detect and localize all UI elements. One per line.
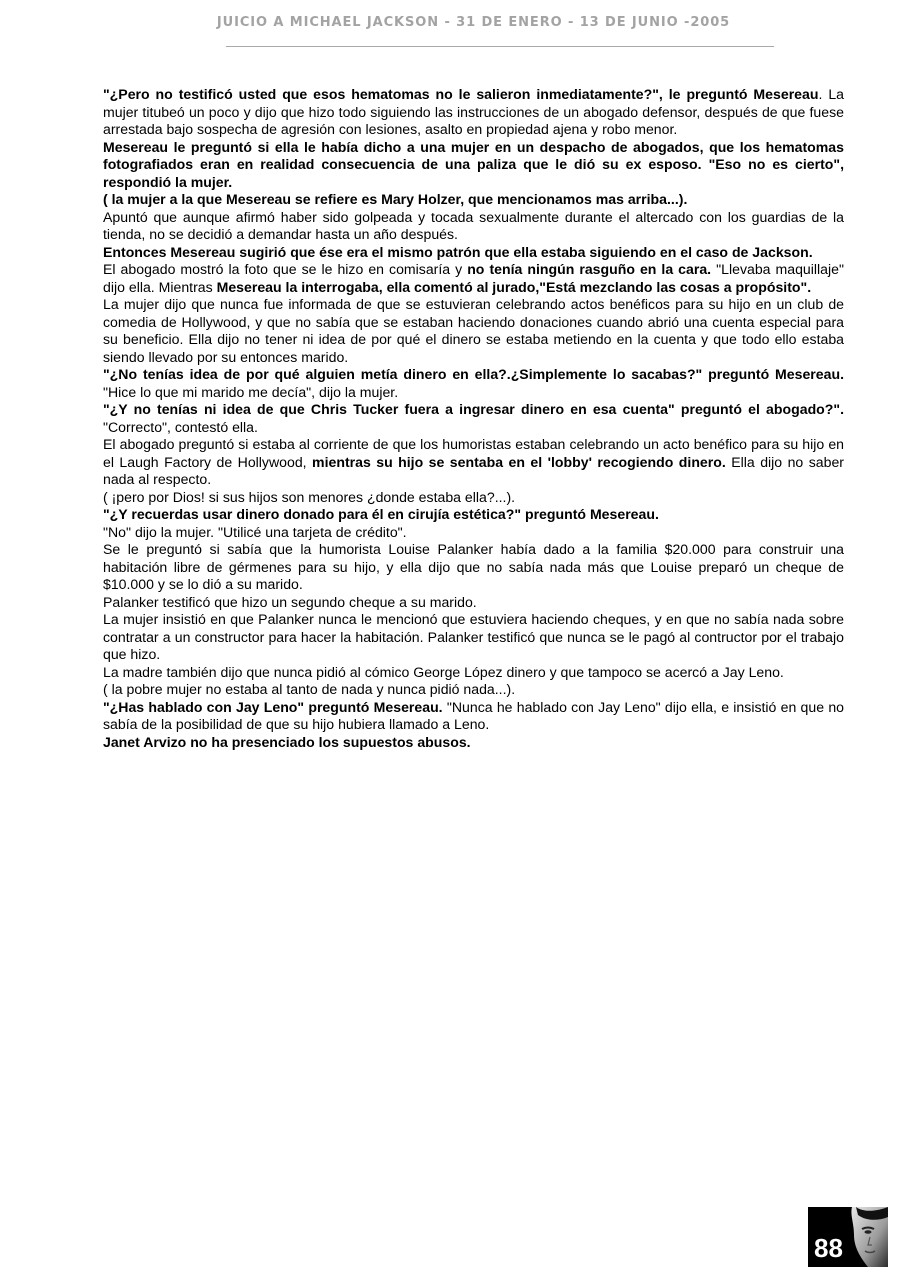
paragraph: [103, 401, 844, 436]
bold-text: Janet Arvizo no ha presenciado los supuestos abusos.: [103, 733, 471, 750]
bold-text: "¿Has hablado con Jay Leno" preguntó Mesereau.: [103, 698, 443, 715]
text: "Hice lo que mi marido me decía", dijo la mujer.: [103, 383, 399, 400]
text: El abogado mostró la foto que se le hizo en comisaría y: [103, 261, 468, 277]
header-divider: [226, 46, 774, 47]
bold-text: Mesereau le preguntó si ella le había dicho a una mujer en un despacho de abogados, que los hematomas fotografiados eran en realidad consecuencia de una paliza que le dió su ex esposo. "Eso no es cierto", respondió la mujer.: [103, 138, 844, 190]
text: "Llevaba maquillaje" dijo ella. Mientras: [103, 261, 844, 295]
paragraph: [103, 699, 844, 734]
article-body: [103, 86, 844, 751]
bold-text: no tenía ningún rasguño en la cara.: [467, 261, 712, 277]
paragraph: La madre también dijo que nunca pidió al cómico George López dinero y que tampoco se acercó a Jay Leno.: [103, 663, 784, 680]
text: . La mujer titubeó un poco y dijo que hizo todo siguiendo las instrucciones de un abogado defensor, después de que fuese arrestada bajo sospecha de agresión con lesiones, asalto en propiedad ajena y robo menor.: [103, 86, 844, 137]
page-number: 88: [814, 1233, 843, 1263]
text: "Nunca he hablado con Jay Leno" dijo ella, e insistió en que no sabía de la posibilidad de que su hijo hubiera llamado a Leno.: [103, 698, 844, 732]
paragraph: ( ¡pero por Dios! si sus hijos son menores ¿donde estaba ella?...).: [103, 488, 516, 505]
page-number-badge: [808, 1207, 888, 1267]
bold-text: "¿Y no tenías ni idea de que Chris Tucker fuera a ingresar dinero en esa cuenta" preguntó el abogado?".: [103, 401, 844, 417]
paragraph: Apuntó que aunque afirmó haber sido golpeada y tocada sexualmente durante el altercado con los guardias de la tienda, no se decidió a demandar hasta un año después.: [103, 208, 844, 242]
paragraph: [103, 86, 844, 139]
paragraph: [103, 261, 844, 296]
bold-text: "¿Pero no testificó usted que esos hematomas no le salieron inmediatamente?", le preguntó Mesereau: [103, 86, 819, 102]
paragraph: "No" dijo la mujer. "Utilicé una tarjeta de crédito".: [103, 523, 407, 540]
bold-text: "¿Y recuerdas usar dinero donado para él en cirujía estética?" preguntó Mesereau.: [103, 506, 659, 522]
paragraph: [103, 139, 844, 192]
paragraph: [103, 506, 844, 524]
paragraph: La mujer insistió en que Palanker nunca le mencionó que estuviera haciendo cheques, y en que no sabía nada sobre contratar a un constructor para hacer la habitación. Palanker testificó que nunca se le pagó al contructor por el trabajo que hizo.: [103, 611, 844, 662]
paragraph: Palanker testificó que hizo un segundo cheque a su marido.: [103, 593, 477, 610]
paragraph: ( la pobre mujer no estaba al tanto de nada y nunca pidió nada...).: [103, 681, 516, 697]
paragraph: [103, 734, 844, 752]
paragraph: [103, 244, 844, 262]
bold-text: Entonces Mesereau sugirió que ése era el mismo patrón que ella estaba siguiendo en el caso de Jackson.: [103, 243, 813, 260]
bold-text: Mesereau la interrogaba, ella comentó al jurado,"Está mezclando las cosas a propósito".: [216, 278, 812, 295]
text: El abogado preguntó si estaba al corriente de que los humoristas estaban celebrando un acto benéfico para su hijo en el Laugh Factory de Hollywood,: [103, 436, 844, 470]
text: "Correcto", contestó ella.: [103, 418, 258, 435]
paragraph: [103, 366, 844, 401]
text: Ella dijo no saber nada al respecto.: [103, 453, 844, 487]
bold-text: "¿No tenías idea de por qué alguien metía dinero en ella?.¿Simplemente lo sacabas?" preguntó Mesereau.: [103, 366, 844, 382]
paragraph: [103, 191, 844, 209]
paragraph: [103, 436, 844, 489]
paragraph: La mujer dijo que nunca fue informada de que se estuvieran celebrando actos benéficos para su hijo en un club de comedia de Hollywood, y que no sabía que se estaban haciendo donaciones cuando abrió una cuenta especial para su beneficio. Ella dijo no tener ni idea de por qué el dinero se estaba metiendo en la cuenta y que todo ello estaba siendo llevado por su entonces marido.: [103, 296, 844, 365]
paragraph: Se le preguntó si sabía que la humorista Louise Palanker había dado a la familia $20.000 para construir una habitación libre de gérmenes para su hijo, y ella dijo que no sabía nada más que Louise preparó un cheque de $10.000 y se lo dió a su marido.: [103, 541, 844, 592]
bold-text: mientras su hijo se sentaba en el 'lobby' recogiendo dinero.: [312, 453, 726, 470]
running-header: JUICIO A MICHAEL JACKSON - 31 DE ENERO - 13 DE JUNIO -2005: [216, 15, 731, 30]
bold-text: ( la mujer a la que Mesereau se refiere es Mary Holzer, que mencionamos mas arriba...).: [103, 191, 688, 207]
